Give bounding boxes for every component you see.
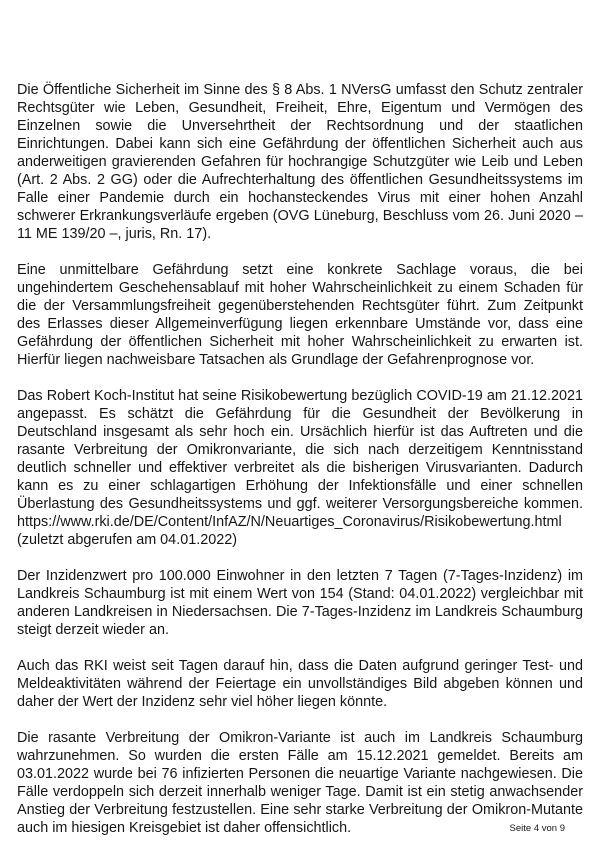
paragraph-public-security-definition: Die Öffentliche Sicherheit im Sinne des § 8 Abs. 1 NVersG umfasst den Schutz zentraler Rechtsgüter wie Leben, Gesundheit, Freiheit, Ehre, Eigentum und Vermögen des Einzelnen sowie die Unversehrtheit der Rechtsordnung und der staatlichen Einrichtungen. Dabei kann sich eine Gefährdung der öffentlichen Sicherheit auch aus anderweitigen gravierenden Gefahren für hochrangige Schutzgüter wie Leib und Leben (Art. 2 Abs. 2 GG) oder die Aufrechterhaltung des öffentlichen Gesundheitssystems im Falle einer Pandemie durch ein hochansteckendes Virus mit einer hohen Anzahl schwerer Erkrankungsverläufe ergeben (OVG Lüneburg, Beschluss vom 26. Juni 2020 – 11 ME 139/20 –, juris, Rn. 17). (17, 82, 583, 242)
paragraph-rki-risk-assessment: Das Robert Koch-Institut hat seine Risikobewertung bezüglich COVID-19 am 21.12.2021 angepasst. Es schätzt die Gefährdung für die Gesundheit der Bevölkerung in Deutschland insgesamt als sehr hoch ein. Ursächlich hierfür ist das Auftreten und die rasante Verbreitung der Omikronvariante, die sich nach derzeitigem Kenntnisstand deutlich schneller und effektiver verbreitet als die bisherigen Virusvarianten. Dadurch kann es zu einer schlagartigen Erhöhung der Infektionsfälle und einer schnellen Überlastung des Gesundheitssystems und ggf. weiterer Versorgungsbereiche kommen. https://www.rki.de/DE/Content/InfAZ/N/Neuartiges_Coronavirus/Risikobewertung.html (zuletzt abgerufen am 04.01.2022) (17, 388, 583, 548)
page-number: Seite 4 von 9 (509, 823, 565, 834)
paragraph-rki-holiday-data-note: Auch das RKI weist seit Tagen darauf hin, dass die Daten aufgrund geringer Test- und Meldeaktivitäten während der Feiertage ein unvollständiges Bild abgeben können und daher der Wert der Inzidenz sehr viel höher liegen könnte. (17, 658, 583, 710)
paragraph-omikron-spread-schaumburg: Die rasante Verbreitung der Omikron-Variante ist auch im Landkreis Schaumburg wahrzunehmen. So wurden die ersten Fälle am 15.12.2021 gemeldet. Bereits am 03.01.2022 wurde bei 76 infizierten Personen die neuartige Variante nachgewiesen. Die Fälle verdoppeln sich derzeit innerhalb weniger Tage. Damit ist ein stetig anwachsender Anstieg der Verbreitung festzustellen. Eine sehr starke Verbreitung der Omikron-Mutante auch im hiesigen Kreisgebiet ist daher offensichtlich. (17, 730, 583, 836)
paragraph-immediate-danger: Eine unmittelbare Gefährdung setzt eine konkrete Sachlage voraus, die bei ungehindertem Geschehensablauf mit hoher Wahrscheinlichkeit zu einem Schaden für die der Versammlungsfreiheit gegenüberstehenden Rechtsgüter führt. Zum Zeitpunkt des Erlasses dieser Allgemeinverfügung liegen erkennbare Umstände vor, dass eine Gefährdung der öffentlichen Sicherheit mit hoher Wahrscheinlichkeit zu erwarten ist. Hierfür liegen nachweisbare Tatsachen als Grundlage der Gefahrenprognose vor. (17, 262, 583, 368)
paragraph-incidence-value: Der Inzidenzwert pro 100.000 Einwohner in den letzten 7 Tagen (7-Tages-Inzidenz) im Landkreis Schaumburg ist mit einem Wert von 154 (Stand: 04.01.2022) vergleichbar mit anderen Landkreisen in Niedersachsen. Die 7-Tages-Inzidenz im Landkreis Schaumburg steigt derzeit wieder an. (17, 568, 583, 638)
document-body (17, 81, 583, 855)
